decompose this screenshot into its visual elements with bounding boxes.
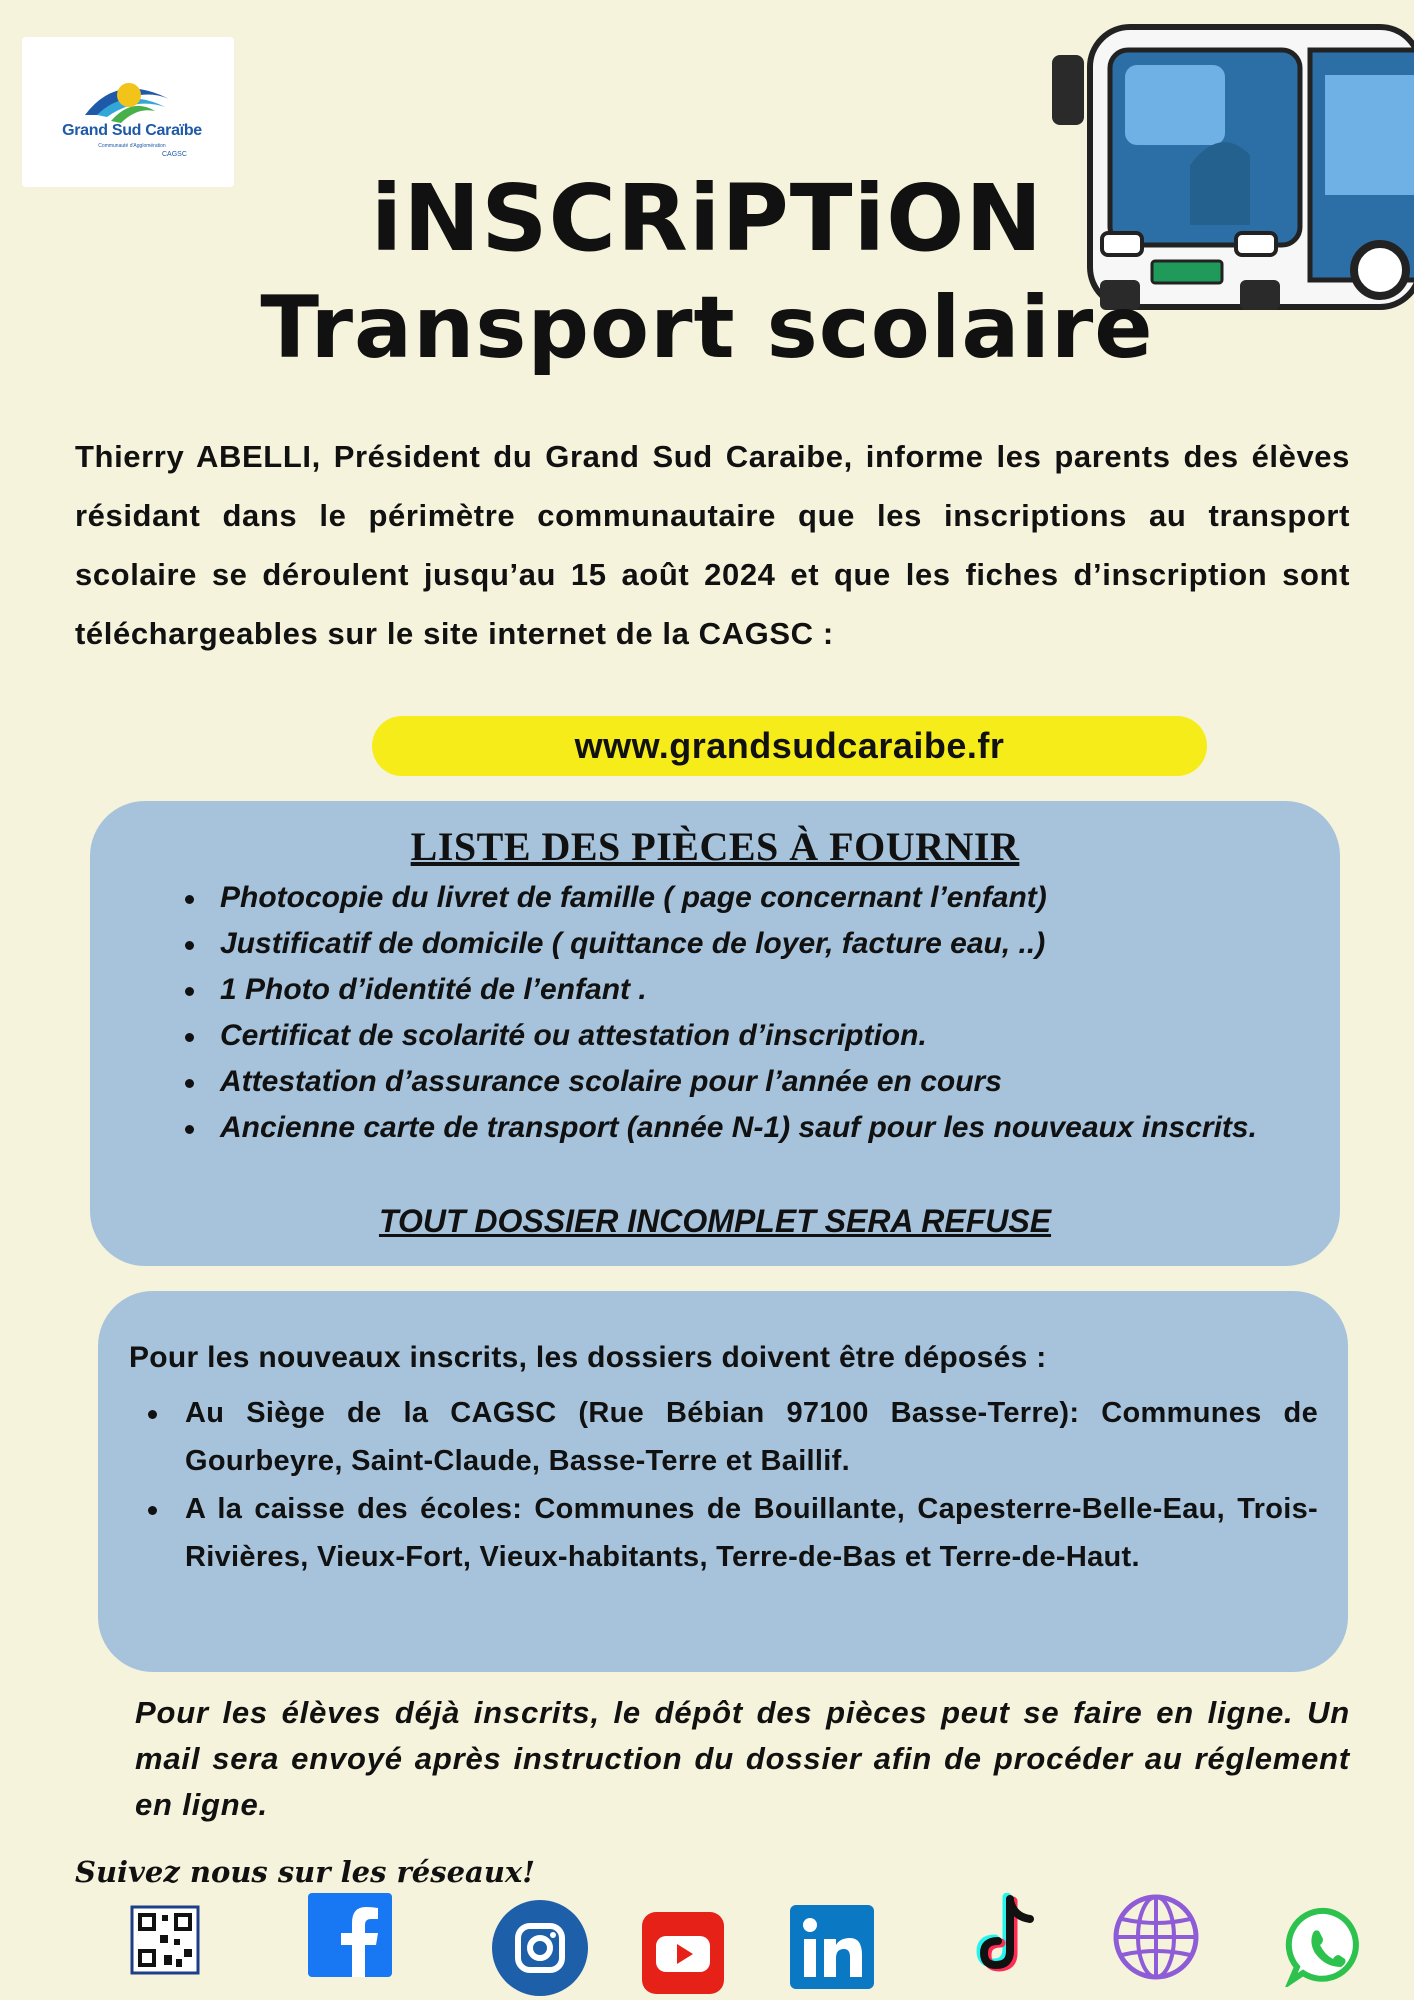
incomplete-warning: TOUT DOSSIER INCOMPLET SERA REFUSE xyxy=(378,1203,1052,1239)
page-subtitle: Transport scolaire xyxy=(260,278,1154,378)
list-item: Justificatif de domicile ( quittance de loyer, facture eau, ..) xyxy=(185,921,1315,967)
list-item: Photocopie du livret de famille ( page concernant l’enfant) xyxy=(185,875,1315,921)
logo-subtitle: Communauté d'Agglomération xyxy=(98,143,166,149)
tiktok-icon[interactable] xyxy=(968,1893,1048,1983)
facebook-icon[interactable] xyxy=(308,1893,392,1977)
list-item: Ancienne carte de transport (année N-1) sauf pour les nouveaux inscrits. xyxy=(185,1105,1315,1151)
linkedin-icon[interactable] xyxy=(790,1905,874,1989)
list-item: Attestation d’assurance scolaire pour l’année en cours xyxy=(185,1059,1315,1105)
logo-code: CAGSC xyxy=(162,151,187,158)
logo-name: Grand Sud Caraïbe xyxy=(62,122,202,139)
list-item: Au Siège de la CAGSC (Rue Bébian 97100 Basse-Terre): Communes de Gourbeyre, Saint-Claude, Basse-Terre et Baillif. xyxy=(148,1389,1318,1485)
website-link[interactable]: www.grandsudcaraibe.fr xyxy=(372,716,1207,776)
list-item: Certificat de scolarité ou attestation d’inscription. xyxy=(185,1013,1315,1059)
qr-code-icon[interactable] xyxy=(130,1905,200,1975)
whatsapp-icon[interactable] xyxy=(1285,1905,1367,1987)
social-heading: Suivez nous sur les réseaux! xyxy=(75,1855,535,1889)
deposit-panel xyxy=(98,1291,1348,1672)
list-item: A la caisse des écoles: Communes de Bouillante, Capesterre-Belle-Eau, Trois-Rivières, Vieux-Fort, Vieux-habitants, Terre-de-Bas et Terre-de-Haut. xyxy=(148,1485,1318,1581)
list-item: 1 Photo d’identité de l’enfant . xyxy=(185,967,1315,1013)
documents-panel xyxy=(90,801,1340,1266)
documents-title: LISTE DES PIÈCES À FOURNIR xyxy=(410,824,1020,869)
logo-emblem-icon xyxy=(77,67,187,127)
documents-list xyxy=(185,875,1315,1151)
deposit-lead: Pour les nouveaux inscrits, les dossiers doivent être déposés : xyxy=(129,1341,1047,1374)
online-note: Pour les élèves déjà inscrits, le dépôt des pièces peut se faire en ligne. Un mail sera envoyé après instruction du dossier afin de procéder au réglement en ligne. xyxy=(135,1695,1350,1822)
globe-icon[interactable] xyxy=(1112,1893,1200,1981)
intro-paragraph: Thierry ABELLI, Président du Grand Sud Caraibe, informe les parents des élèves résidant dans le périmètre communautaire que les inscriptions au transport scolaire se déroulent jusqu’au 15 août 2024 et que les fiches d’inscription sont téléchargeables sur le site internet de la CAGSC : xyxy=(75,439,1350,651)
page-title: iNSCRiPTiON xyxy=(370,165,1044,272)
youtube-icon[interactable] xyxy=(642,1912,724,1994)
deposit-locations-list xyxy=(148,1389,1318,1581)
instagram-icon[interactable] xyxy=(492,1900,588,1996)
